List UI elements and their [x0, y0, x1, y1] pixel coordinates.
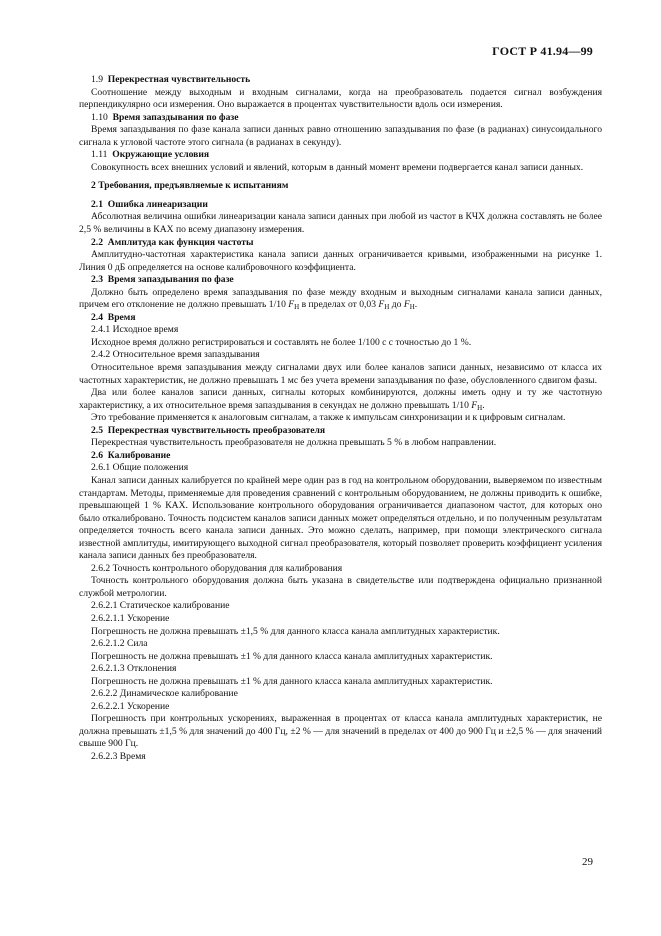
paragraph: Погрешность не должна превышать ±1,5 % для данного класса канала амплитудных характеристик.: [91, 625, 500, 637]
section-1-11: 1.11 Окружающие условия: [91, 149, 210, 161]
subsection-2-6-2: 2.6.2 Точность контрольного оборудования для калибрования: [91, 562, 343, 574]
page-number: 29: [582, 856, 593, 868]
subsection-2-4-1: 2.4.1 Исходное время: [91, 324, 179, 336]
section-1-10: 1.10 Время запаздывания по фазе: [91, 111, 239, 123]
section-2-3: 2.3 Время запаздывания по фазе: [91, 274, 234, 286]
paragraph-phase-delay: Должно быть определено время запаздывания по фазе между входным и выходным сигналами канала записи данных, причем его отклонение не должно превышать 1/10 $F_H$ в пределах от 0,03 $F_H$ до $F_H$.: [79, 286, 602, 312]
section-2-4: 2.4 Время: [91, 311, 136, 323]
paragraph-combined-channels: Два или более каналов записи данных, сигналы которых комбинируются, должны иметь одну и ту же частотную характеристику, а их относительное время запаздывания в секундах не должно превышать 1/10 $F_H$.: [79, 387, 602, 412]
section-2-heading: 2 Требования, предъявляемые к испытаниям: [91, 180, 289, 192]
subsection-2-6-2-3: 2.6.2.3 Время: [91, 750, 146, 762]
paragraph: Перекрестная чувствительность преобразователя не должна превышать 5 % в любом направлении.: [91, 437, 497, 449]
subsection-2-6-1: 2.6.1 Общие положения: [91, 462, 189, 474]
subsection-2-6-2-1-2: 2.6.2.1.2 Сила: [91, 638, 148, 650]
subsection-2-6-2-2-1: 2.6.2.2.1 Ускорение: [91, 700, 170, 712]
paragraph: Амплитудно-частотная характеристика канала записи данных ограничивается кривыми, изображенными на рисунке 1. Линия 0 дБ определяется на основе калибровочного коэффициента.: [79, 249, 602, 273]
paragraph: Погрешность не должна превышать ±1 % для данного класса канала амплитудных характеристик.: [91, 675, 493, 687]
subsection-2-6-2-1-1: 2.6.2.1.1 Ускорение: [91, 612, 170, 624]
section-1-9: 1.9 Перекрестная чувствительность: [91, 74, 251, 85]
subsection-2-6-2-1: 2.6.2.1 Статическое калибрование: [91, 600, 230, 612]
section-2-6: 2.6 Калибрование: [91, 449, 171, 461]
subsection-2-6-2-1-3: 2.6.2.1.3 Отклонения: [91, 663, 177, 675]
paragraph: Погрешность при контрольных ускорениях, выраженная в процентах от класса канала амплитудных характеристик, не должна превышать ±1,5 % для значений до 400 Гц, ±2 % — для значений в пределах от 400 до 900 Гц и ±2,5 % — для значений свыше 900 Гц.: [79, 713, 602, 750]
paragraph: Совокупность всех внешних условий и явлений, которым в данный момент времени подвергается канал записи данных.: [91, 161, 584, 173]
standard-header: ГОСТ Р 41.94—99: [492, 44, 593, 58]
paragraph: Это требование применяется к аналоговым сигналам, а также к импульсам синхронизации и к цифровым сигналам.: [91, 412, 566, 424]
paragraph: Время запаздывания по фазе канала записи данных равно отношению запаздывания по фазе (в радианах) синусоидального сигнала к угловой частоте этого сигнала (в радианах в секунду).: [79, 124, 602, 148]
subsection-2-6-2-2: 2.6.2.2 Динамическое калибрование: [91, 688, 238, 700]
paragraph: Исходное время должно регистрироваться и составлять не более 1/100 с с точностью до 1 %.: [91, 336, 472, 348]
section-2-5: 2.5 Перекрестная чувствительность преобразователя: [91, 424, 326, 436]
paragraph: Точность контрольного оборудования должна быть указана в свидетельстве или подтверждена официально признанной службой метрологии.: [79, 575, 602, 599]
subsection-2-4-2: 2.4.2 Относительное время запаздывания: [91, 349, 260, 361]
section-2-2: 2.2 Амплитуда как функция частоты: [91, 236, 254, 248]
paragraph: Погрешность не должна превышать ±1 % для данного класса канала амплитудных характеристик.: [91, 650, 493, 662]
paragraph: Абсолютная величина ошибки линеаризации канала записи данных при любой из частот в КЧХ должна составлять не более 2,5 % величины в КАХ по всему диапазону измерения.: [79, 211, 602, 236]
document-body: [79, 74, 602, 764]
section-2-1: 2.1 Ошибка линеаризации: [91, 198, 208, 210]
paragraph: Канал записи данных калибруется по крайней мере один раз в год на контрольном оборудовании, выверяемом по известным стандартам. Методы, применяемые для проведения сравнений с контрольным оборудованием, не должны приводить к ошибке, превышающей 1 % КАХ. Использование контрольного оборудования ограничивается диапазоном частот, для которых оно было откалибровано. Точность подсистем каналов записи данных может определяться отдельно, и по полученным результатам определяется точность всего канала записи данных. Это можно сделать, например, при помощи электрического сигнала известной амплитуды, имитирующего выходной сигнал преобразователя, который позволяет проверить коэффициент усиления канала записи данных без преобразователя.: [79, 474, 602, 562]
paragraph: Относительное время запаздывания между сигналами двух или более каналов записи данных, независимо от класса их частотных характеристик, не должно превышать 1 мс без учета времени запаздывания по фазе, обусловленного сдвигом фазы.: [79, 362, 602, 386]
paragraph: Соотношение между выходным и входным сигналами, когда на преобразователь подается сигнал возбуждения перпендикулярно оси измерения. Оно выражается в процентах чувствительности вдоль оси измерения.: [79, 86, 602, 111]
